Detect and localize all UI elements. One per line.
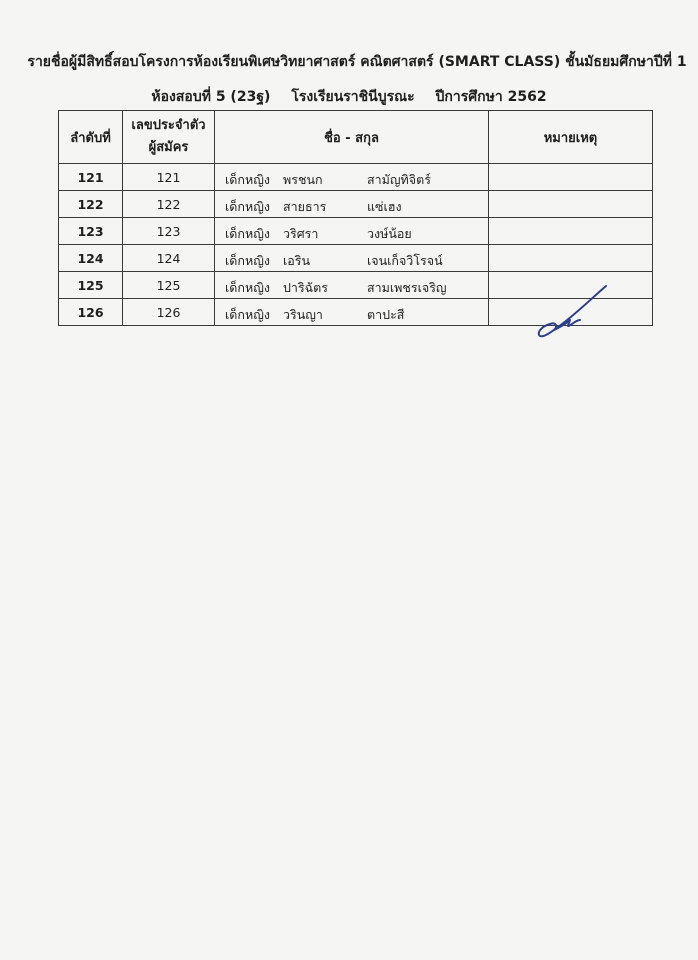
first-name: สายธาร: [283, 199, 327, 214]
appno-cell: 124: [123, 245, 215, 272]
last-name: วงษ์น้อย: [367, 226, 412, 241]
name-prefix: เด็กหญิง: [225, 199, 270, 214]
appno-header-line1: เลขประจำตัว: [131, 118, 206, 133]
seq-cell: 123: [59, 218, 123, 245]
name-cell: [215, 218, 489, 245]
column-header-appno: [123, 111, 215, 164]
remark-cell: [489, 164, 653, 191]
name-cell: [215, 272, 489, 299]
first-name: ปาริฉัตร: [283, 280, 329, 295]
appno-cell: 126: [123, 299, 215, 326]
seq-cell: 124: [59, 245, 123, 272]
table-row: [59, 191, 653, 218]
signature-stroke: [539, 286, 606, 336]
seq-cell: 126: [59, 299, 123, 326]
table-row: [59, 245, 653, 272]
table-row: [59, 164, 653, 191]
last-name: ตาปะสี: [367, 307, 405, 322]
signature-mark: [532, 284, 612, 344]
appno-cell: 123: [123, 218, 215, 245]
remark-cell: [489, 218, 653, 245]
name-prefix: เด็กหญิง: [225, 253, 270, 268]
exam-room: ห้องสอบที่ 5 (23ฐ): [151, 89, 271, 105]
seq-cell: 122: [59, 191, 123, 218]
last-name: แซ่เฮง: [367, 199, 402, 214]
name-prefix: เด็กหญิง: [225, 280, 270, 295]
academic-year: ปีการศึกษา 2562: [435, 89, 547, 105]
last-name: สามเพชรเจริญ: [367, 280, 447, 295]
remark-cell: [489, 191, 653, 218]
seq-cell: 121: [59, 164, 123, 191]
table-header-row: [59, 111, 653, 164]
appno-header-line2: ผู้สมัคร: [148, 140, 189, 155]
name-prefix: เด็กหญิง: [225, 172, 270, 187]
name-prefix: เด็กหญิง: [225, 226, 270, 241]
first-name: พรชนก: [283, 172, 323, 187]
name-cell: [215, 299, 489, 326]
school-name: โรงเรียนราชินีบูรณะ: [291, 89, 415, 105]
seq-cell: 125: [59, 272, 123, 299]
first-name: เอริน: [283, 253, 311, 268]
first-name: วริศรา: [283, 226, 319, 241]
last-name: เจนเก็จวิโรจน์: [367, 253, 443, 268]
document-subtitle: [0, 86, 698, 108]
column-header-name: ชื่อ - สกุล: [215, 111, 489, 164]
first-name: วรินญา: [283, 307, 323, 322]
appno-cell: 121: [123, 164, 215, 191]
document-title: รายชื่อผู้มีสิทธิ์สอบโครงการห้องเรียนพิเศษวิทยาศาสตร์ คณิตศาสตร์ (SMART CLASS) ชั้นมัธยมศึกษาปีที่ 1: [27, 54, 687, 70]
appno-cell: 125: [123, 272, 215, 299]
name-cell: [215, 164, 489, 191]
column-header-seq: ลำดับที่: [59, 111, 123, 164]
last-name: สามัญทิจิตร์: [367, 172, 431, 187]
column-header-remark: หมายเหตุ: [489, 111, 653, 164]
remark-cell: [489, 245, 653, 272]
name-cell: [215, 191, 489, 218]
name-cell: [215, 245, 489, 272]
name-prefix: เด็กหญิง: [225, 307, 270, 322]
appno-cell: 122: [123, 191, 215, 218]
table-row: [59, 218, 653, 245]
